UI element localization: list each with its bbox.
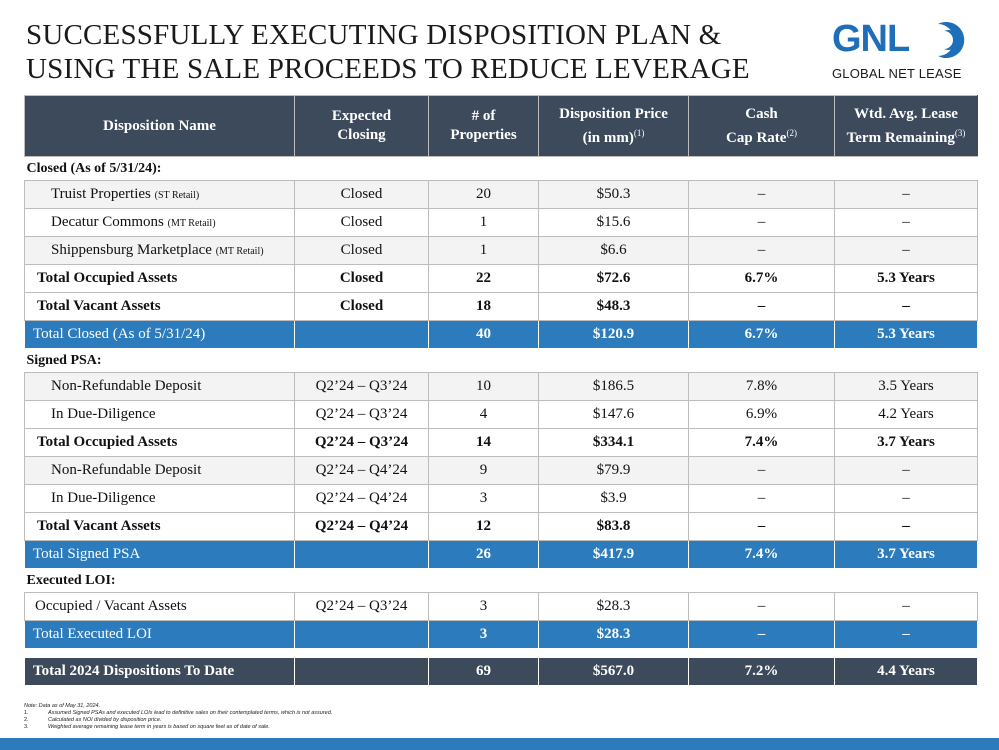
total-row: Total Closed (As of 5/31/24) 40 $120.9 6.7% 5.3 Years: [25, 321, 978, 349]
table-row: Occupied / Vacant Assets Q2’24 – Q3’24 3 $28.3 – –: [25, 593, 978, 621]
logo-swoosh-icon: [934, 18, 974, 62]
total-row: Total Executed LOI 3 $28.3 – –: [25, 621, 978, 649]
logo-brand: GNL: [832, 18, 910, 60]
col-cash-cap-rate: Cash Cap Rate$^{(2)}$: [689, 96, 835, 157]
subtotal-row: Total Vacant Assets Q2’24 – Q4’24 12 $83.8 – –: [25, 513, 978, 541]
title-line-2: USING THE SALE PROCEEDS TO REDUCE LEVERAGE: [26, 53, 750, 85]
table-row: In Due-Diligence Q2’24 – Q3’24 4 $147.6 6.9% 4.2 Years: [25, 401, 978, 429]
subtotal-row: Total Vacant Assets Closed 18 $48.3 – –: [25, 293, 978, 321]
bottom-bar: [0, 738, 999, 750]
footnotes: Note: Data as of May 31, 2024. 1. Assumed Signed PSAs and executed LOIs lead to definitive sales on their contemplated terms, which is not assured. 2. Calculated as NOI divided by disposition price. 3. Weighted average remaining lease term in years is based on square feet as of date of sale.: [24, 703, 333, 730]
logo-subtitle: GLOBAL NET LEASE: [832, 66, 962, 81]
title-line-1: SUCCESSFULLY EXECUTING DISPOSITION PLAN &: [26, 19, 722, 51]
table-row: Decatur Commons (MT Retail) Closed 1 $15.6 – –: [25, 209, 978, 237]
col-disposition-price: Disposition Price (in mm)$^{(1)}$: [539, 96, 689, 157]
grand-total-row: Total 2024 Dispositions To Date 69 $567.0 7.2% 4.4 Years: [25, 658, 978, 686]
table-row: Shippensburg Marketplace (MT Retail) Closed 1 $6.6 – –: [25, 237, 978, 265]
section-executed-loi: Executed LOI:: [26, 572, 116, 588]
col-num-properties: # of Properties: [429, 96, 539, 157]
col-lease-term: Wtd. Avg. Lease Term Remaining$^{(3)}$: [835, 96, 978, 157]
table-header-row: [25, 96, 978, 157]
dispositions-table: [24, 95, 978, 686]
table-row: Truist Properties (ST Retail) Closed 20 $50.3 – –: [25, 181, 978, 209]
table-row: In Due-Diligence Q2’24 – Q4’24 3 $3.9 – –: [25, 485, 978, 513]
section-signed-psa: Signed PSA:: [26, 352, 102, 368]
gnl-logo: [832, 16, 982, 82]
page-title: [26, 18, 750, 86]
subtotal-row: Total Occupied Assets Closed 22 $72.6 6.7% 5.3 Years: [25, 265, 978, 293]
col-expected-closing: Expected Closing: [295, 96, 429, 157]
table-row: Non-Refundable Deposit Q2’24 – Q3’24 10 $186.5 7.8% 3.5 Years: [25, 373, 978, 401]
subtotal-row: Total Occupied Assets Q2’24 – Q3’24 14 $334.1 7.4% 3.7 Years: [25, 429, 978, 457]
table-row: Non-Refundable Deposit Q2’24 – Q4’24 9 $79.9 – –: [25, 457, 978, 485]
section-closed: Closed (As of 5/31/24):: [26, 160, 162, 176]
total-row: Total Signed PSA 26 $417.9 7.4% 3.7 Years: [25, 541, 978, 569]
col-disposition-name: Disposition Name: [25, 96, 295, 157]
